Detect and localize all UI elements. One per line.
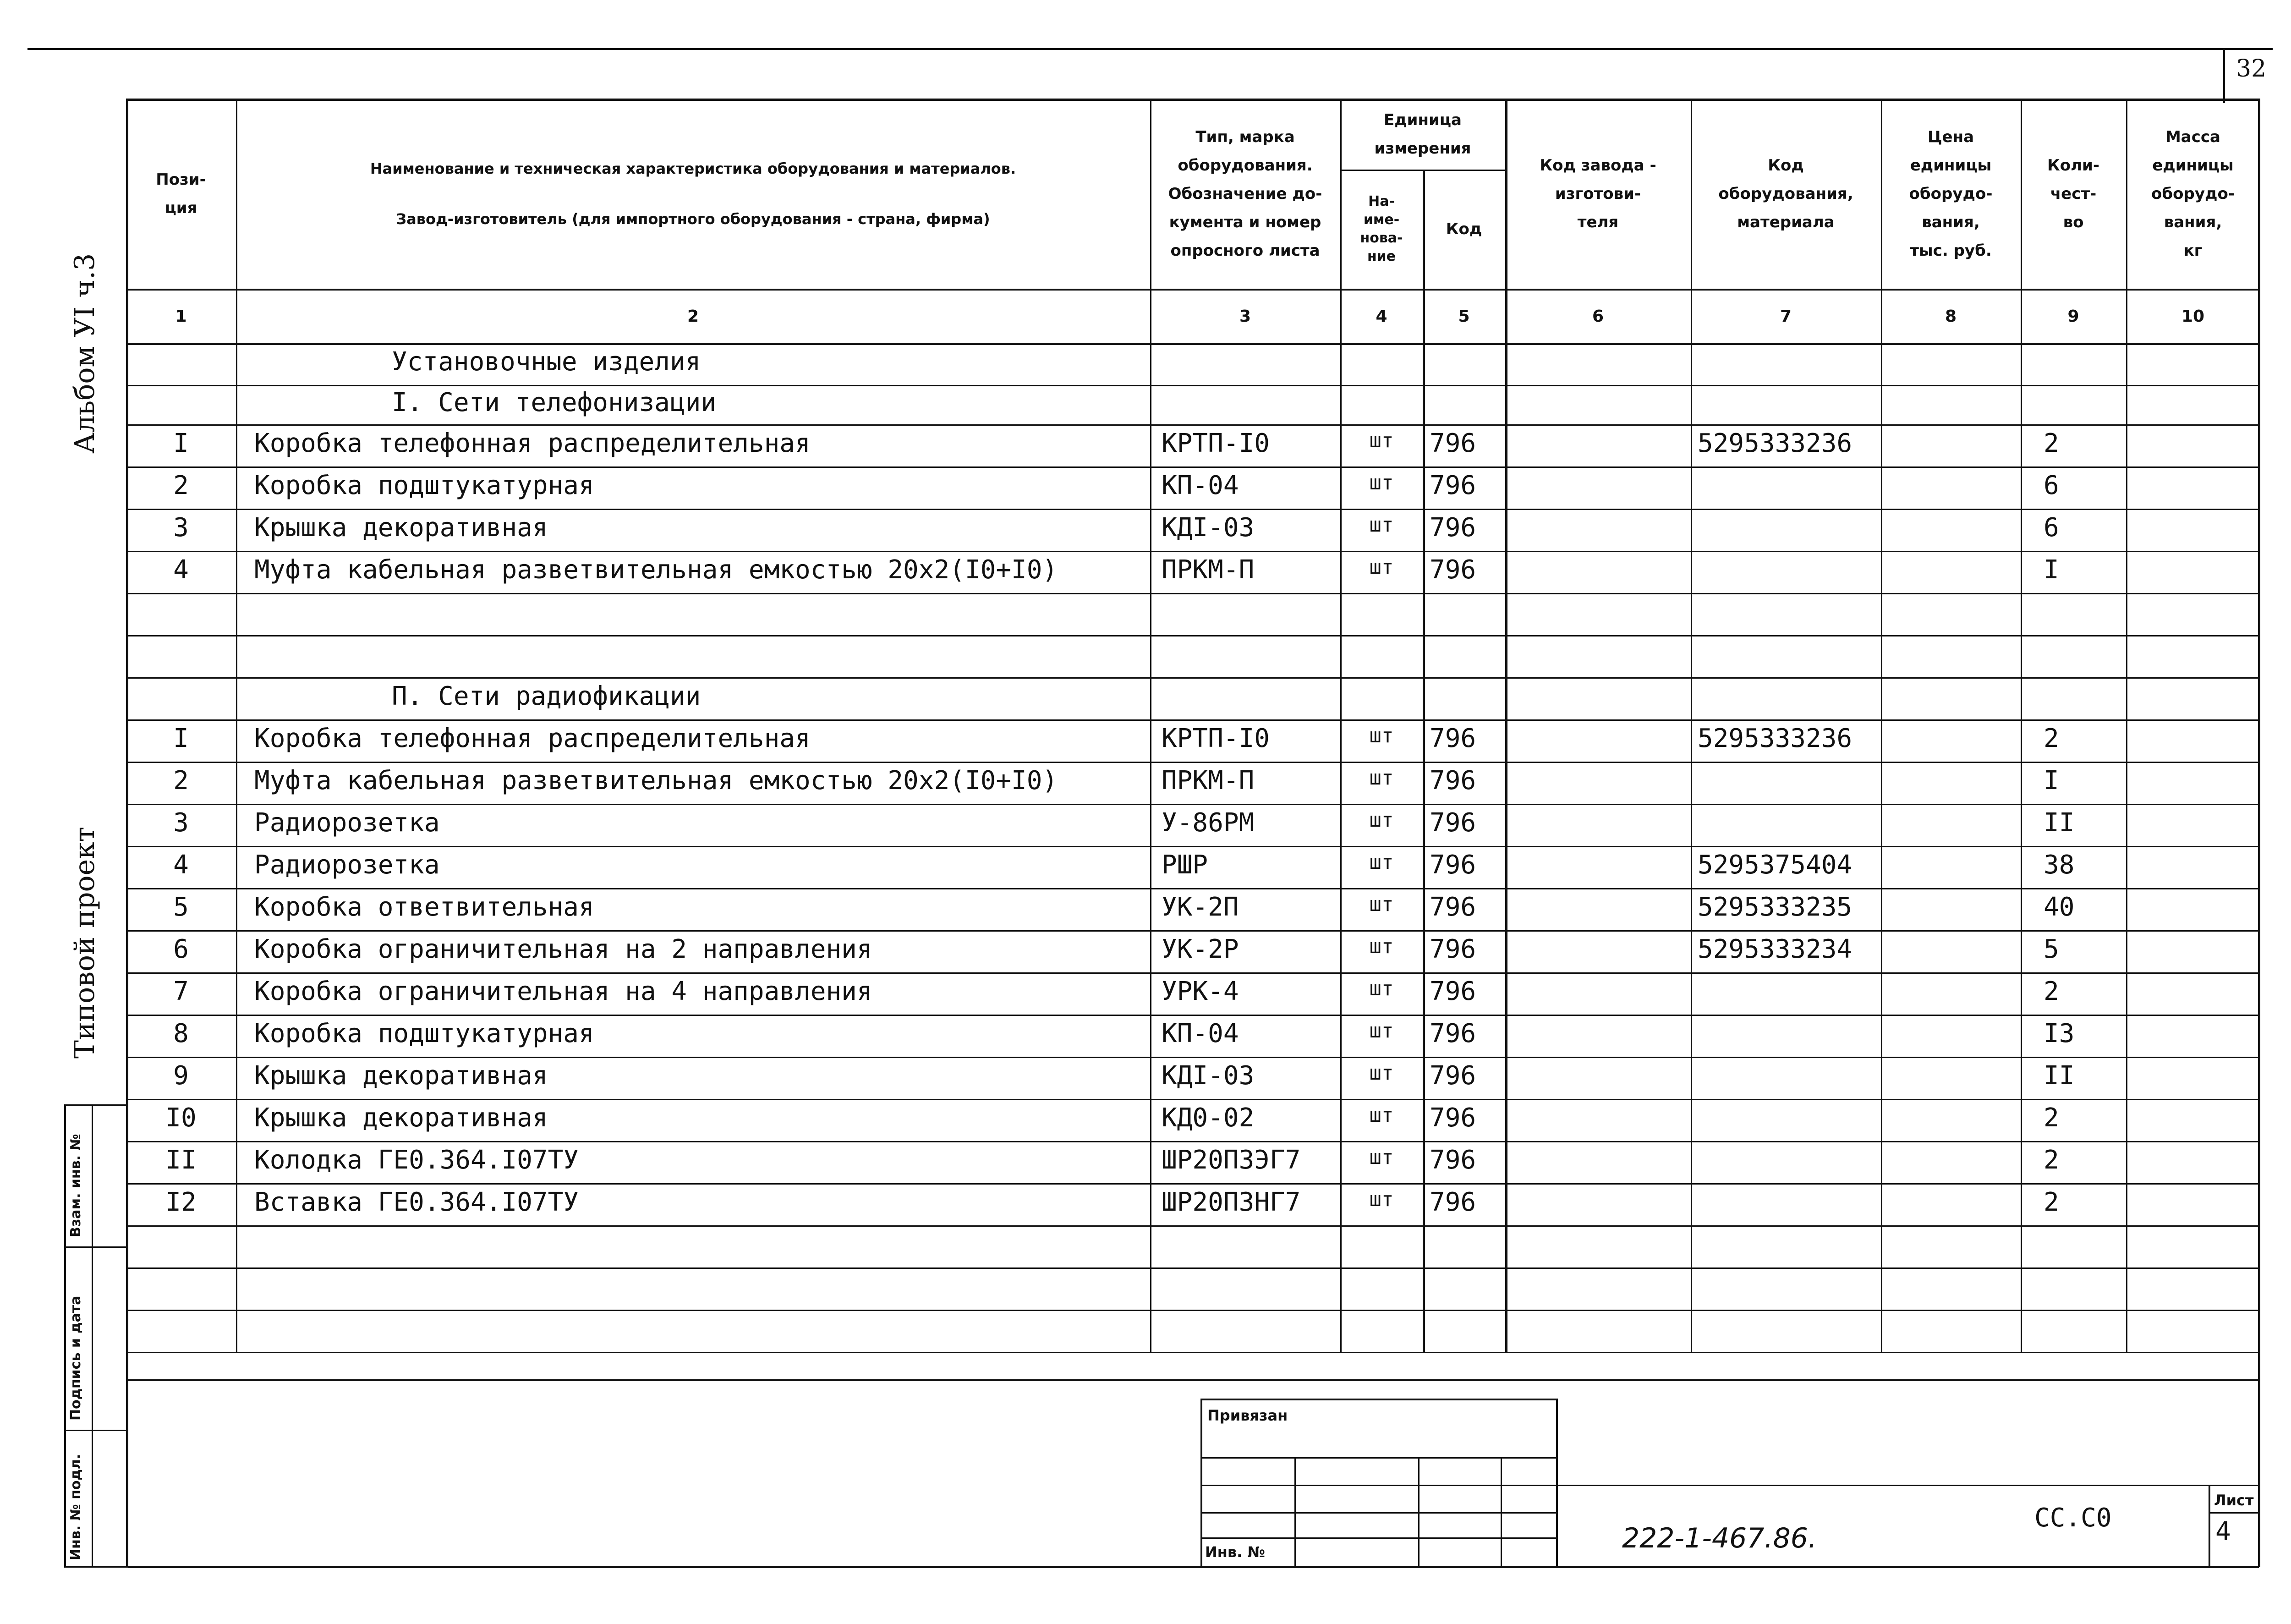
column-divider-4: [1423, 170, 1425, 1352]
row-ucode-cell: 796: [1430, 1103, 1476, 1133]
row-unit-cell: шт: [1369, 471, 1394, 494]
row-type-cell: ПРКМ-П: [1162, 766, 1255, 796]
row-pos-cell: 6: [173, 934, 189, 964]
row-code-cell: 5295333234: [1698, 934, 1853, 964]
row-divider-19: [126, 1141, 2260, 1142]
row-type-cell: КРТП-I0: [1162, 428, 1270, 458]
row-ucode-cell: 796: [1430, 555, 1476, 585]
row-name-cell: П. Сети радиофикации: [392, 681, 701, 711]
row-code-cell: 5295375404: [1698, 850, 1853, 880]
header-unit: Единица измерения: [1374, 110, 1471, 158]
project-side-label: Типовой проект: [69, 827, 101, 1059]
row-unit-cell: шт: [1369, 977, 1394, 1000]
column-number-9: 9: [2067, 307, 2079, 326]
privyazan-h3: [1200, 1512, 1558, 1514]
page-number-box-left: [2223, 48, 2225, 103]
colnum-bottom-border: [126, 343, 2260, 345]
row-ucode-cell: 796: [1430, 1061, 1476, 1091]
row-unit-cell: шт: [1369, 1103, 1394, 1127]
row-unit-cell: шт: [1369, 893, 1394, 916]
row-pos-cell: 3: [173, 808, 189, 838]
sheet-box-mid: [2209, 1512, 2259, 1514]
stamp-div-3: [64, 1430, 128, 1431]
privyazan-box-left: [1200, 1399, 1202, 1566]
row-name-cell: Крышка декоративная: [254, 513, 548, 543]
stamp-label-zam: Взам. инв. №: [68, 1134, 84, 1237]
row-divider-10: [126, 762, 2260, 763]
row-divider-9: [126, 719, 2260, 721]
row-unit-cell: шт: [1369, 429, 1394, 452]
column-number-4: 4: [1376, 307, 1387, 326]
header-name: Наименование и техническая характеристика оборудования и материалов. Завод-изготовитель (для импортного оборудования - страна, фирма): [370, 159, 1016, 228]
row-type-cell: КП-04: [1162, 1019, 1239, 1048]
row-name-cell: Коробка ответвительная: [254, 892, 594, 922]
row-pos-cell: II: [165, 1145, 197, 1175]
privyazan-label: Привязан: [1207, 1407, 1288, 1424]
header-pos: Пози- ция: [156, 170, 206, 217]
row-qty-cell: 2: [2044, 977, 2059, 1006]
row-type-cell: РШР: [1162, 850, 1208, 880]
row-qty-cell: I: [2044, 555, 2059, 585]
row-ucode-cell: 796: [1430, 471, 1476, 500]
row-ucode-cell: 796: [1430, 977, 1476, 1006]
row-divider-15: [126, 972, 2260, 974]
row-pos-cell: I0: [165, 1103, 197, 1133]
row-type-cell: У-86РМ: [1162, 808, 1255, 838]
row-type-cell: КП-04: [1162, 471, 1239, 500]
row-divider-2: [126, 424, 2260, 426]
row-pos-cell: I: [173, 724, 189, 753]
row-name-cell: Коробка ограничительная на 4 направления: [254, 977, 872, 1006]
row-divider-13: [126, 888, 2260, 889]
stamp-div-1: [64, 1104, 128, 1106]
row-divider-20: [126, 1183, 2260, 1185]
row-qty-cell: 2: [2044, 1187, 2059, 1217]
stamp-div-2: [64, 1246, 128, 1248]
row-qty-cell: 6: [2044, 513, 2059, 543]
row-qty-cell: I: [2044, 766, 2059, 796]
row-unit-cell: шт: [1369, 1061, 1394, 1085]
row-code-cell: 5295333236: [1698, 724, 1853, 753]
stamp-label-podpis: Подпись и дата: [68, 1295, 84, 1421]
row-divider-1: [126, 385, 2260, 386]
row-qty-cell: II: [2044, 1061, 2075, 1091]
row-qty-cell: 2: [2044, 428, 2059, 458]
row-ucode-cell: 796: [1430, 513, 1476, 543]
row-name-cell: Крышка декоративная: [254, 1103, 548, 1133]
row-name-cell: Коробка подштукатурная: [254, 471, 594, 500]
privyazan-h1: [1200, 1457, 1558, 1459]
row-divider-12: [126, 846, 2260, 847]
row-type-cell: УК-2Р: [1162, 934, 1239, 964]
privyazan-box-top: [1200, 1399, 1558, 1400]
row-unit-cell: шт: [1369, 1188, 1394, 1211]
row-pos-cell: 4: [173, 555, 189, 585]
privyazan-h2: [1200, 1485, 1558, 1486]
row-unit-cell: шт: [1369, 935, 1394, 958]
row-ucode-cell: 796: [1430, 934, 1476, 964]
row-pos-cell: 8: [173, 1019, 189, 1048]
sheet-box-left: [2209, 1485, 2210, 1567]
row-qty-cell: 2: [2044, 724, 2059, 753]
row-divider-24: [126, 1352, 2260, 1353]
row-name-cell: I. Сети телефонизации: [392, 388, 717, 417]
row-divider-6: [126, 593, 2260, 594]
header-unit-name: На- име- нова- ние: [1360, 193, 1403, 264]
row-unit-cell: шт: [1369, 1019, 1394, 1042]
row-unit-cell: шт: [1369, 808, 1394, 832]
row-ucode-cell: 796: [1430, 850, 1476, 880]
row-unit-cell: шт: [1369, 555, 1394, 579]
row-qty-cell: II: [2044, 808, 2075, 838]
row-name-cell: Муфта кабельная разветвительная емкостью 20х2(I0+I0): [254, 766, 1058, 796]
column-number-1: 1: [175, 307, 187, 326]
column-number-6: 6: [1592, 307, 1604, 326]
inv-no-label: Инв. №: [1205, 1543, 1265, 1561]
header-type: Тип, марка оборудования. Обозначение до- кумента и номер опросного листа: [1168, 127, 1322, 260]
row-name-cell: Вставка ГЕ0.364.I07ТУ: [254, 1187, 579, 1217]
row-name-cell: Радиорозетка: [254, 808, 440, 838]
row-name-cell: Муфта кабельная разветвительная емкостью 20х2(I0+I0): [254, 555, 1058, 585]
header-unit-code: Код: [1446, 220, 1482, 238]
row-divider-18: [126, 1099, 2260, 1100]
header-qty: Коли- чест- во: [2047, 156, 2099, 231]
header-mass: Масса единицы оборудо- вания, кг: [2151, 127, 2235, 260]
row-code-cell: 5295333236: [1698, 428, 1853, 458]
row-pos-cell: 3: [173, 513, 189, 543]
row-ucode-cell: 796: [1430, 808, 1476, 838]
sheet-label: Лист: [2214, 1492, 2254, 1509]
row-divider-7: [126, 635, 2260, 636]
row-qty-cell: 5: [2044, 934, 2059, 964]
row-name-cell: Коробка телефонная распределительная: [254, 724, 811, 753]
row-pos-cell: 2: [173, 766, 189, 796]
row-ucode-cell: 796: [1430, 1019, 1476, 1048]
privyazan-v2: [1418, 1457, 1420, 1566]
row-pos-cell: 4: [173, 850, 189, 880]
row-pos-cell: I: [173, 428, 189, 458]
row-name-cell: Крышка декоративная: [254, 1061, 548, 1091]
document-code: СС.С0: [2034, 1503, 2112, 1533]
row-divider-17: [126, 1057, 2260, 1058]
privyazan-h4: [1200, 1537, 1558, 1539]
album-side-label: Альбом УI ч.3: [69, 253, 101, 454]
row-pos-cell: 9: [173, 1061, 189, 1091]
column-number-5: 5: [1458, 307, 1470, 326]
row-type-cell: УК-2П: [1162, 892, 1239, 922]
row-unit-cell: шт: [1369, 724, 1394, 747]
row-qty-cell: 38: [2044, 850, 2075, 880]
column-number-3: 3: [1239, 307, 1251, 326]
top-rule: [27, 48, 2273, 50]
header-code: Код оборудования, материала: [1718, 156, 1853, 231]
row-code-cell: 5295333235: [1698, 892, 1853, 922]
row-type-cell: ШР20П3ЭГ7: [1162, 1145, 1301, 1175]
row-divider-4: [126, 509, 2260, 510]
row-unit-cell: шт: [1369, 766, 1394, 790]
row-type-cell: КДI-03: [1162, 513, 1255, 543]
footer-bottom-rule: [128, 1566, 2259, 1568]
row-type-cell: УРК-4: [1162, 977, 1239, 1006]
row-divider-11: [126, 804, 2260, 805]
row-type-cell: ПРКМ-П: [1162, 555, 1255, 585]
stamp-frame-mid: [92, 1104, 93, 1567]
row-divider-14: [126, 930, 2260, 932]
row-divider-5: [126, 551, 2260, 552]
row-divider-22: [126, 1267, 2260, 1269]
row-pos-cell: 2: [173, 471, 189, 500]
row-ucode-cell: 796: [1430, 766, 1476, 796]
title-block-rule: [1558, 1485, 2259, 1486]
stamp-div-4: [64, 1566, 128, 1568]
stamp-label-inv: Инв. № подл.: [68, 1454, 84, 1560]
row-name-cell: Коробка телефонная распределительная: [254, 428, 811, 458]
row-ucode-cell: 796: [1430, 724, 1476, 753]
row-name-cell: Радиорозетка: [254, 850, 440, 880]
row-type-cell: КД0-02: [1162, 1103, 1255, 1133]
footer-top-rule: [128, 1379, 2259, 1381]
row-name-cell: Коробка подштукатурная: [254, 1019, 594, 1048]
header-price: Цена единицы оборудо- вания, тыс. руб.: [1909, 127, 1993, 260]
page-number: 32: [2236, 55, 2267, 82]
row-ucode-cell: 796: [1430, 1187, 1476, 1217]
privyazan-v3: [1501, 1457, 1502, 1566]
stamp-frame-left: [64, 1104, 66, 1567]
column-number-7: 7: [1780, 307, 1792, 326]
row-qty-cell: 2: [2044, 1103, 2059, 1133]
document-number: 222-1-467.86.: [1622, 1522, 1817, 1554]
row-unit-cell: шт: [1369, 513, 1394, 537]
column-number-8: 8: [1945, 307, 1957, 326]
header-factory: Код завода - изготови- теля: [1540, 156, 1656, 231]
privyazan-box-right: [1556, 1399, 1558, 1566]
row-divider-21: [126, 1225, 2260, 1227]
row-type-cell: КРТП-I0: [1162, 724, 1270, 753]
row-qty-cell: 6: [2044, 471, 2059, 500]
sheet-number: 4: [2215, 1517, 2231, 1547]
row-qty-cell: 2: [2044, 1145, 2059, 1175]
header-bottom-border: [126, 289, 2260, 291]
row-divider-23: [126, 1310, 2260, 1311]
row-pos-cell: I2: [165, 1187, 197, 1217]
row-ucode-cell: 796: [1430, 1145, 1476, 1175]
row-unit-cell: шт: [1369, 850, 1394, 874]
row-name-cell: Колодка ГЕ0.364.I07ТУ: [254, 1145, 579, 1175]
row-divider-8: [126, 677, 2260, 679]
row-divider-16: [126, 1015, 2260, 1016]
row-divider-3: [126, 466, 2260, 468]
privyazan-v1: [1294, 1457, 1296, 1566]
row-type-cell: КДI-03: [1162, 1061, 1255, 1091]
column-number-2: 2: [687, 307, 699, 326]
row-qty-cell: I3: [2044, 1019, 2075, 1048]
row-pos-cell: 5: [173, 892, 189, 922]
column-number-10: 10: [2181, 307, 2205, 326]
row-type-cell: ШР20П3НГ7: [1162, 1187, 1301, 1217]
row-name-cell: Коробка ограничительная на 2 направления: [254, 934, 872, 964]
row-qty-cell: 40: [2044, 892, 2075, 922]
row-ucode-cell: 796: [1430, 892, 1476, 922]
row-unit-cell: шт: [1369, 1146, 1394, 1169]
row-name-cell: Установочные изделия: [392, 347, 701, 377]
row-ucode-cell: 796: [1430, 428, 1476, 458]
row-pos-cell: 7: [173, 977, 189, 1006]
